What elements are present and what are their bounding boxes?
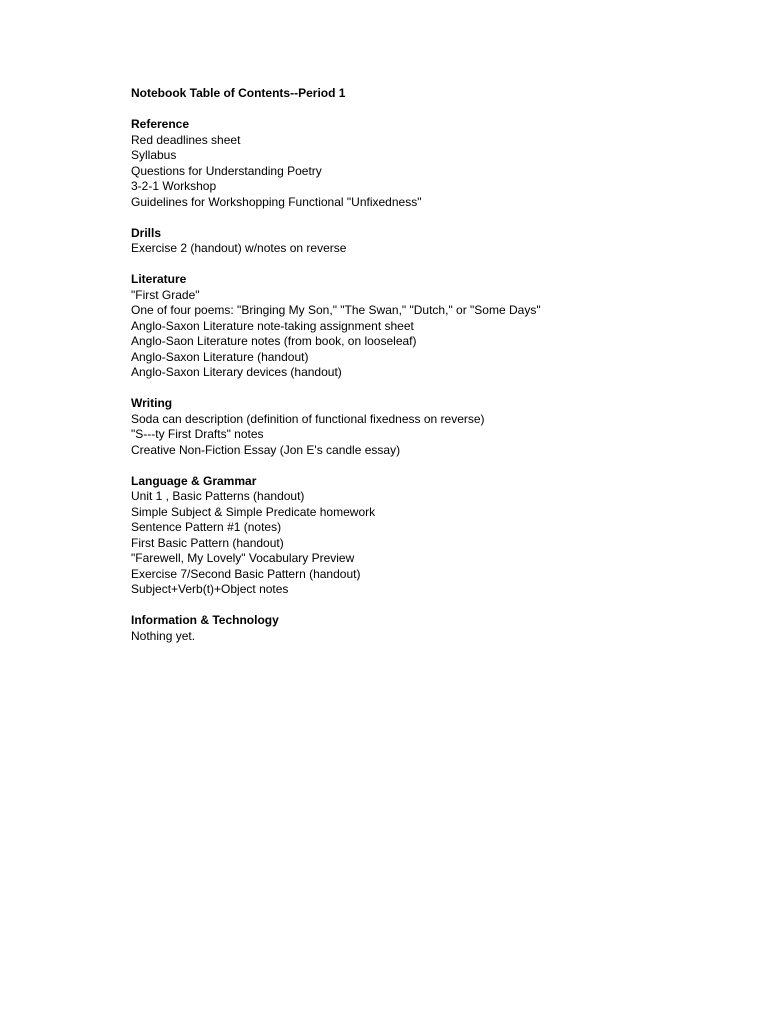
list-item: "S---ty First Drafts" notes bbox=[131, 427, 264, 441]
list-item: Guidelines for Workshopping Functional "Unfixedness" bbox=[131, 194, 422, 209]
list-item: Questions for Understanding Poetry bbox=[131, 163, 322, 178]
section-language-grammar bbox=[131, 474, 731, 598]
list-item: Subject+Verb(t)+Object notes bbox=[131, 582, 289, 596]
list-item: Exercise 2 (handout) w/notes on reverse bbox=[131, 241, 347, 255]
section-heading: Reference bbox=[131, 117, 190, 131]
document-page bbox=[131, 86, 731, 644]
section-item-list bbox=[131, 412, 731, 459]
list-item: Soda can description (definition of functional fixedness on reverse) bbox=[131, 411, 485, 426]
section-literature bbox=[131, 272, 731, 381]
list-item: "First Grade" bbox=[131, 287, 200, 302]
section-item-list bbox=[131, 241, 731, 257]
section-writing bbox=[131, 396, 731, 458]
section-item-list bbox=[131, 288, 731, 381]
list-item: Anglo-Saxon Literature note-taking assignment sheet bbox=[131, 318, 414, 333]
list-item: Anglo-Saxon Literary devices (handout) bbox=[131, 365, 342, 379]
list-item: Anglo-Saxon Literature (handout) bbox=[131, 349, 309, 364]
section-drills bbox=[131, 226, 731, 257]
list-item: 3-2-1 Workshop bbox=[131, 179, 217, 193]
section-information-technology bbox=[131, 613, 731, 644]
section-item-list bbox=[131, 629, 731, 645]
list-item: Anglo-Saon Literature notes (from book, on looseleaf) bbox=[131, 334, 417, 348]
list-item: One of four poems: "Bringing My Son," "The Swan," "Dutch," or "Some Days" bbox=[131, 303, 541, 317]
section-heading: Writing bbox=[131, 396, 173, 410]
list-item: Unit 1 , Basic Patterns (handout) bbox=[131, 489, 305, 503]
section-heading: Literature bbox=[131, 272, 187, 286]
section-heading: Drills bbox=[131, 225, 162, 240]
list-item: Sentence Pattern #1 (notes) bbox=[131, 520, 282, 534]
section-heading: Language & Grammar bbox=[131, 473, 257, 488]
section-item-list bbox=[131, 133, 731, 211]
section-reference bbox=[131, 117, 731, 210]
section-item-list bbox=[131, 489, 731, 598]
list-item: Red deadlines sheet bbox=[131, 132, 241, 147]
list-item: Nothing yet. bbox=[131, 628, 196, 643]
list-item: Creative Non-Fiction Essay (Jon E's candle essay) bbox=[131, 442, 401, 457]
list-item: First Basic Pattern (handout) bbox=[131, 535, 284, 550]
list-item: "Farewell, My Lovely" Vocabulary Preview bbox=[131, 551, 355, 565]
document-title: Notebook Table of Contents--Period 1 bbox=[131, 86, 346, 100]
list-item: Syllabus bbox=[131, 148, 177, 162]
list-item: Simple Subject & Simple Predicate homework bbox=[131, 504, 376, 519]
list-item: Exercise 7/Second Basic Pattern (handout) bbox=[131, 566, 361, 581]
section-heading: Information & Technology bbox=[131, 613, 279, 627]
